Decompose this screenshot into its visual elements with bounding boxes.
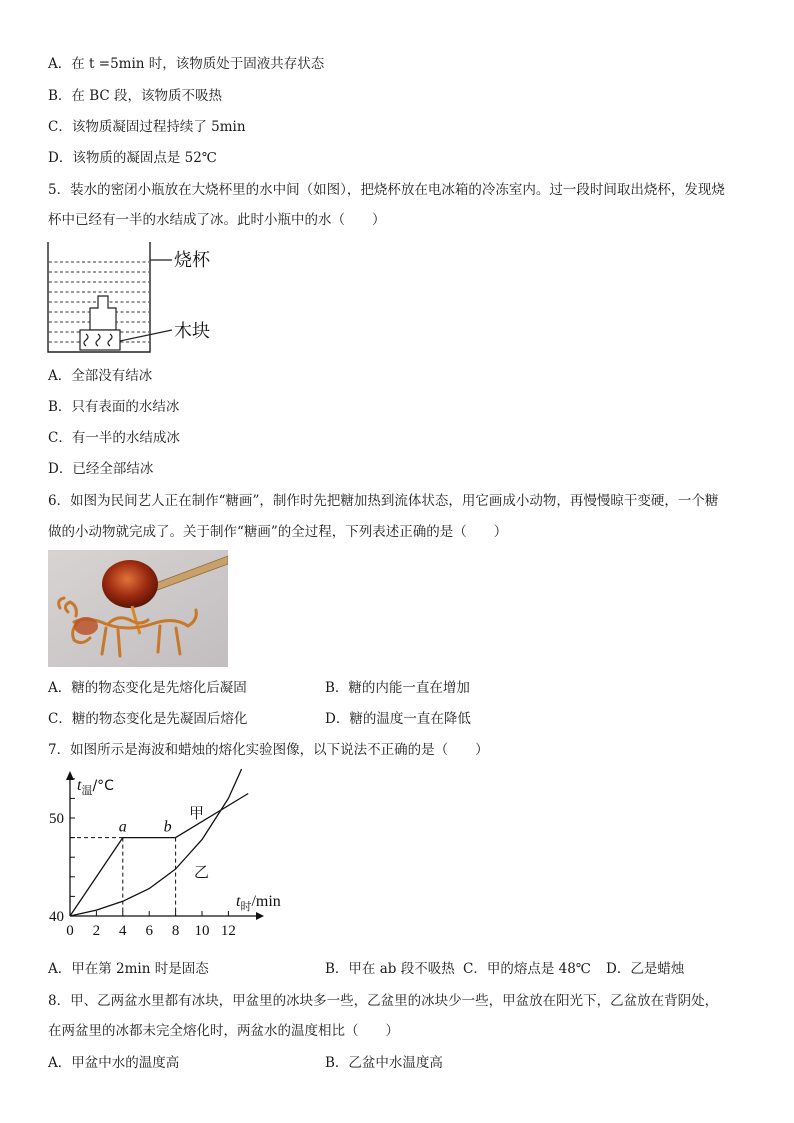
chart-text bbox=[49, 777, 281, 939]
x-tick-label: 0 bbox=[66, 923, 74, 939]
q6-stem-line1: 6．如图为民间艺人正在制作“糖画”，制作时先把糖加热到流体状态，用它画成小动物，再慢慢晾干变硬，一个糖 bbox=[48, 493, 719, 509]
wood-block bbox=[80, 330, 120, 350]
q8-stem-line1: 8．甲、乙两盆水里都有冰块，甲盆里的冰块多一些，乙盆里的冰块少一些，甲盆放在阳光下，乙盆放在背阴处， bbox=[48, 993, 719, 1009]
x-tick-label: 10 bbox=[194, 923, 210, 939]
q4-option-c: C．该物质凝固过程持续了 5min bbox=[48, 119, 246, 135]
beaker-label: 烧杯 bbox=[174, 250, 210, 271]
q4-option-a: A．在 t =5min 时，该物质处于固液共存状态 bbox=[48, 56, 325, 72]
q4-option-b: B．在 BC 段，该物质不吸热 bbox=[48, 88, 223, 104]
x-axis-arrow bbox=[256, 912, 264, 920]
q4-option-d: D．该物质的凝固点是 52℃ bbox=[48, 150, 217, 166]
chart-grid bbox=[70, 838, 176, 916]
series-jia-line bbox=[70, 794, 248, 917]
x-tick-label: 6 bbox=[145, 923, 153, 939]
q8-option-b: B．乙盆中水温度高 bbox=[325, 1055, 443, 1071]
q7-option-c: C．甲的熔点是 48℃ bbox=[463, 961, 591, 977]
y-tick-label: 40 bbox=[49, 909, 64, 925]
small-bottle bbox=[90, 296, 116, 330]
q5-option-a: A．全部没有结冰 bbox=[48, 368, 153, 384]
q5-option-c: C．有一半的水结成冰 bbox=[48, 430, 180, 446]
q5-stem-line1: 5．装水的密闭小瓶放在大烧杯里的水中间（如图），把烧杯放在电冰箱的冷冻室内。过一段时间取出烧杯，发现烧 bbox=[48, 182, 725, 198]
point-a-label: a bbox=[118, 818, 127, 836]
q5-option-d: D．已经全部结冰 bbox=[48, 461, 154, 477]
q6-option-b: B．糖的内能一直在增加 bbox=[325, 680, 470, 696]
q5-stem-line2: 杯中已经有一半的水结成了冰。此时小瓶中的水（ ） bbox=[48, 212, 386, 228]
q7-option-d: D．乙是蜡烛 bbox=[606, 961, 685, 977]
block-label: 木块 bbox=[174, 321, 210, 342]
q8-stem-line2: 在两盆里的冰都未完全熔化时，两盆水的温度相比（ ） bbox=[48, 1023, 399, 1039]
y-axis-title: $t_温/^\circ C$ bbox=[77, 777, 114, 797]
x-tick-label: 8 bbox=[171, 923, 180, 939]
x-tick-label: 2 bbox=[92, 923, 101, 939]
q8-option-a: A．甲盆中水的温度高 bbox=[48, 1055, 180, 1071]
x-tick-label: 12 bbox=[220, 923, 236, 939]
q5-option-b: B．只有表面的水结冰 bbox=[48, 399, 180, 415]
point-b-label: b bbox=[163, 818, 172, 836]
q7-option-a: A．甲在第 2min 时是固态 bbox=[48, 961, 209, 977]
q6-stem-line2: 做的小动物就完成了。关于制作“糖画”的全过程，下列表述正确的是（ ） bbox=[48, 524, 508, 540]
y-tick-label: 50 bbox=[49, 811, 64, 827]
q6-option-c: C．糖的物态变化是先凝固后熔化 bbox=[48, 711, 248, 727]
q6-option-a: A．糖的物态变化是先熔化后凝固 bbox=[48, 680, 247, 696]
q7-stem: 7．如图所示是海波和蜡烛的熔化实验图像，以下说法不正确的是（ ） bbox=[48, 742, 489, 758]
sugar-animal-head bbox=[74, 617, 98, 635]
sugar-painting-photo bbox=[48, 550, 228, 667]
beaker-figure bbox=[46, 240, 226, 358]
q7-option-b: B．甲在 ab 段不吸热 bbox=[325, 961, 455, 977]
series-yi-label: 乙 bbox=[194, 863, 210, 881]
series-jia-label: 甲 bbox=[189, 804, 205, 822]
x-axis-title: $t_时/\min$ bbox=[236, 893, 281, 913]
ladle-of-syrup bbox=[102, 560, 158, 608]
x-tick-label: 4 bbox=[119, 923, 127, 939]
q6-option-d: D．糖的温度一直在降低 bbox=[325, 711, 471, 727]
melting-graph bbox=[40, 768, 300, 948]
